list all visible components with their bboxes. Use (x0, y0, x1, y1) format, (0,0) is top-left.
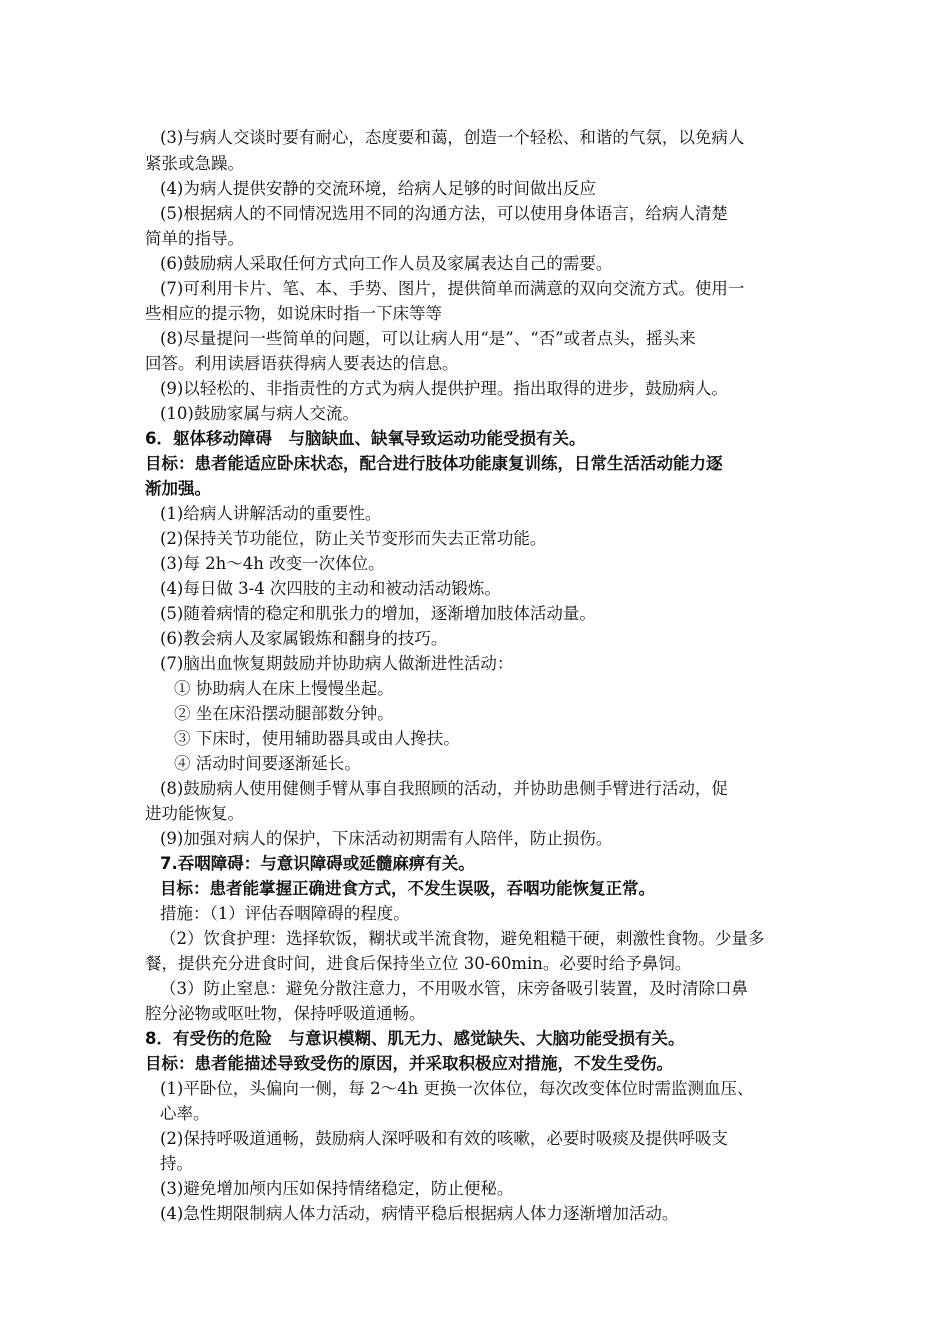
sub-item: ① 协助病人在床上慢慢坐起。 (174, 679, 394, 698)
goal-line: 目标：患者能适应卧床状态，配合进行肢体功能康复训练，日常生活活动能力逐 (145, 454, 723, 473)
text-line: (6)鼓励病人采取任何方式向工作人员及家属表达自己的需要。 (160, 254, 613, 273)
text-line: 简单的指导。 (145, 229, 244, 248)
goal-line: 渐加强。 (145, 479, 211, 498)
text-line: (5)根据病人的不同情况选用不同的沟通方法，可以使用身体语言，给病人清楚 (160, 204, 728, 223)
text-line: (1)给病人讲解活动的重要性。 (160, 504, 382, 523)
text-line: (10)鼓励家属与病人交流。 (160, 404, 359, 423)
text-line: (3)避免增加颅内压如保持情绪稳定，防止便秘。 (160, 1179, 514, 1198)
text-line: (7)脑出血恢复期鼓励并协助病人做渐进性活动： (160, 654, 514, 673)
text-line: 紧张或急躁。 (145, 154, 244, 173)
text-line: (9)以轻松的、非指责性的方式为病人提供护理。指出取得的进步，鼓励病人。 (160, 379, 728, 398)
sub-item: ④ 活动时间要逐渐延长。 (174, 754, 361, 773)
text-line: (4)每日做 3-4 次四肢的主动和被动活动锻炼。 (160, 579, 501, 598)
text-line: (9)加强对病人的保护，下床活动初期需有人陪伴，防止损伤。 (160, 829, 613, 848)
text-line: 腔分泌物或呕吐物，保持呼吸道通畅。 (145, 1004, 426, 1023)
goal-line: 目标：患者能掌握正确进食方式，不发生误吸，吞咽功能恢复正常。 (160, 879, 655, 898)
text-line: (6)教会病人及家属锻炼和翻身的技巧。 (160, 629, 448, 648)
text-line: 持。 (160, 1154, 193, 1173)
text-line: (3)每 2h～4h 改变一次体位。 (160, 554, 385, 573)
sub-item: ③ 下床时，使用辅助器具或由人搀扶。 (174, 729, 460, 748)
section-heading: 6．躯体移动障碍 与脑缺血、缺氧导致运动功能受损有关。 (145, 429, 586, 448)
text-line: (8)鼓励病人使用健侧手臂从事自我照顾的活动，并协助患侧手臂进行活动，促 (160, 779, 728, 798)
sub-item: ② 坐在床沿摆动腿部数分钟。 (174, 704, 394, 723)
text-line: 些相应的提示物，如说床时指一下床等等 (145, 304, 442, 323)
text-line: 餐，提供充分进食时间，进食后保持坐立位 30-60min。必要时给予鼻饲。 (145, 954, 692, 973)
text-line: (2)保持关节功能位，防止关节变形而失去正常功能。 (160, 529, 547, 548)
text-line: 心率。 (160, 1104, 210, 1123)
text-line: 进功能恢复。 (145, 804, 244, 823)
goal-line: 目标：患者能描述导致受伤的原因，并采取积极应对措施，不发生受伤。 (145, 1054, 673, 1073)
text-line: (4)为病人提供安静的交流环境，给病人足够的时间做出反应 (160, 179, 596, 198)
text-line: (5)随着病情的稳定和肌张力的增加，逐渐增加肢体活动量。 (160, 604, 596, 623)
text-line: （3）防止窒息：避免分散注意力，不用吸水管，床旁备吸引装置，及时清除口鼻 (160, 979, 748, 998)
section-heading: 8．有受伤的危险 与意识模糊、肌无力、感觉缺失、大脑功能受损有关。 (145, 1029, 685, 1048)
text-line: 措施：（1）评估吞咽障碍的程度。 (160, 904, 410, 923)
text-line: (2)保持呼吸道通畅，鼓励病人深呼吸和有效的咳嗽，必要时吸痰及提供呼吸支 (160, 1129, 728, 1148)
text-line: (4)急性期限制病人体力活动，病情平稳后根据病人体力逐渐增加活动。 (160, 1204, 679, 1223)
text-line: (3)与病人交谈时要有耐心，态度要和蔼，创造一个轻松、和谐的气氛，以免病人 (160, 128, 745, 147)
text-line: (8)尽量提问一些简单的问题，可以让病人用“是”、“否”或者点头，摇头来 (160, 329, 696, 348)
text-line: （2）饮食护理：选择软饭，糊状或半流食物，避免粗糙干硬，刺激性食物。少量多 (160, 929, 765, 948)
section-heading: 7.吞咽障碍：与意识障碍或延髓麻痹有关。 (160, 854, 475, 873)
text-line: (7)可利用卡片、笔、本、手势、图片，提供简单而满意的双向交流方式。使用一 (160, 279, 745, 298)
text-line: (1)平卧位，头偏向一侧，每 2～4h 更换一次体位，每次改变体位时需监测血压、 (160, 1079, 754, 1098)
text-line: 回答。利用读唇语获得病人要表达的信息。 (145, 354, 459, 373)
